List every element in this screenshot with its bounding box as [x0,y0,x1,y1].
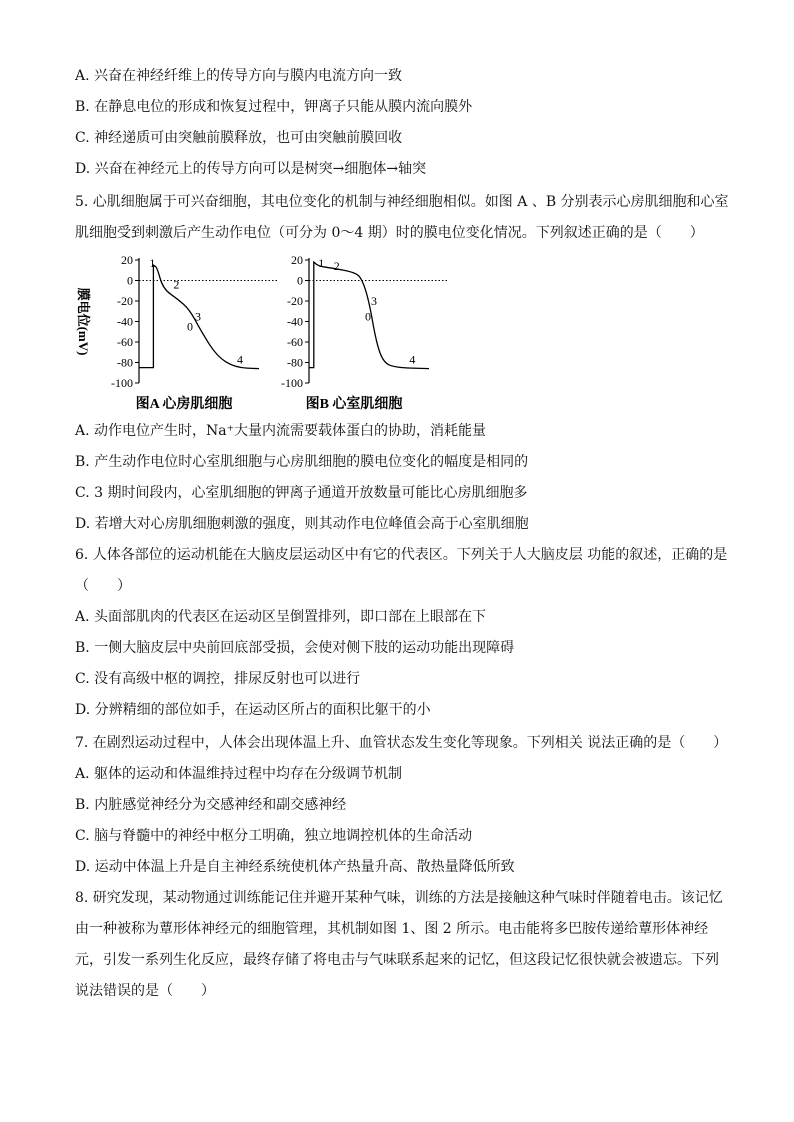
chartb-phase-label: 1 [318,256,325,271]
chartb-tick-label: -80 [287,355,303,370]
q5-option-a: A. 动作电位产生时，Na⁺大量内流需要载体蛋白的协助，消耗能量 [75,423,486,439]
q4-option-b: B. 在静息电位的形成和恢复过程中，钾离子只能从膜内流向膜外 [75,99,473,115]
charta-phase-label: 0 [187,319,193,334]
charta-tick-label: 20 [121,253,133,267]
q7-option-d: D. 运动中体温上升是自主神经系统使机体产热量升高、散热量降低所致 [75,859,515,875]
chartb-phase-label: 2 [333,259,340,274]
q6-option-b: B. 一侧大脑皮层中央前回底部受损，会使对侧下肢的运动功能出现障碍 [75,640,515,656]
q5-stem-line2: 肌细胞受到刺激后产生动作电位（可分为 0～4 期）时的膜电位变化情况。下列叙述正确的是（ ） [75,225,704,241]
q6-option-c: C. 没有高级中枢的调控，排尿反射也可以进行 [75,671,361,687]
chartb-tick-label: -40 [287,314,303,329]
q8-line3: 元，引发一系列生化反应，最终存储了将电击与气味联系起来的记忆，但这段记忆很快就会被遗忘。下列 [75,952,719,968]
charta-tick-label: -80 [117,355,133,370]
chartb-phase-label: 4 [409,352,416,367]
charta-tick-label: 0 [127,273,133,288]
q7-stem: 7. 在剧烈运动过程中，人体会出现体温上升、血管状态发生变化等现象。下列相关 说法正确的是（ ） [75,735,728,751]
charta-tick-label: -60 [117,335,133,349]
charta-phase-label: 2 [173,277,180,292]
charta-y-label: 膜电位(mV) [76,287,91,356]
chartb-tick-label: -100 [281,376,303,390]
q5-option-c: C. 3 期时间段内，心室肌细胞的钾离子通道开放数量可能比心房肌细胞多 [75,485,528,501]
q6-option-a: A. 头面部肌肉的代表区在运动区呈倒置排列，即口部在上眼部在下 [75,609,487,625]
q6-stem-line1: 6. 人体各部位的运动机能在大脑皮层运动区中有它的代表区。下列关于人大脑皮层 功能的叙述，正确的是 [75,547,728,563]
q4-option-c: C. 神经递质可由突触前膜释放，也可由突触前膜回收 [75,130,403,146]
q7-option-a: A. 躯体的运动和体温维持过程中均存在分级调节机制 [75,766,403,782]
q5-option-b: B. 产生动作电位时心室肌细胞与心房肌细胞的膜电位变化的幅度是相同的 [75,454,529,470]
chartb-tick-label: -60 [287,335,303,349]
q6-stem-line2: （ ） [75,578,131,594]
chartb-tick-label: 20 [291,253,303,267]
charta-phase-label: 3 [195,309,201,324]
charta-title: 图A 心房肌细胞 [135,397,233,412]
chartb-title: 图B 心室肌细胞 [305,397,403,412]
q7-option-c: C. 脑与脊髓中的神经中枢分工明确，独立地调控机体的生命活动 [75,828,473,844]
chartb-tick-label: -20 [287,294,303,308]
charta-phase-label: 4 [237,352,243,367]
charta-tick-label: -20 [117,294,133,308]
q5-figure [60,250,480,420]
q4-option-d: D. 兴奋在神经元上的传导方向可以是树突→细胞体→轴突 [75,161,427,177]
q8-line1: 8. 研究发现，某动物通过训练能记住并避开某种气味，训练的方法是接触这种气味时伴随着电击。该记忆 [75,890,723,906]
q4-option-a: A. 兴奋在神经纤维上的传导方向与膜内电流方向一致 [75,68,403,84]
chartb-phase-label: 3 [371,294,377,308]
charta-phase-label: 1 [149,256,156,271]
chartb-phase-label: 0 [365,309,371,324]
q6-option-d: D. 分辨精细的部位如手，在运动区所占的面积比躯干的小 [75,702,431,718]
charta-tick-label: -40 [117,314,133,329]
q5-option-d: D. 若增大对心房肌细胞刺激的强度，则其动作电位峰值会高于心室肌细胞 [75,516,529,532]
q5-stem-line1: 5. 心肌细胞属于可兴奋细胞，其电位变化的机制与神经细胞相似。如图 A 、B 分别表示心房肌细胞和心室 [75,194,729,210]
q5-charts [60,250,480,420]
chartb-tick-label: 0 [297,273,303,288]
q7-option-b: B. 内脏感觉神经分为交感神经和副交感神经 [75,797,347,813]
q8-line4: 说法错误的是（ ） [75,983,215,999]
charta-tick-label: -100 [111,376,133,390]
q8-line2: 由一种被称为蕈形体神经元的细胞管理，其机制如图 1、图 2 所示。电击能将多巴胺传递给蕈形体神经 [75,921,709,937]
